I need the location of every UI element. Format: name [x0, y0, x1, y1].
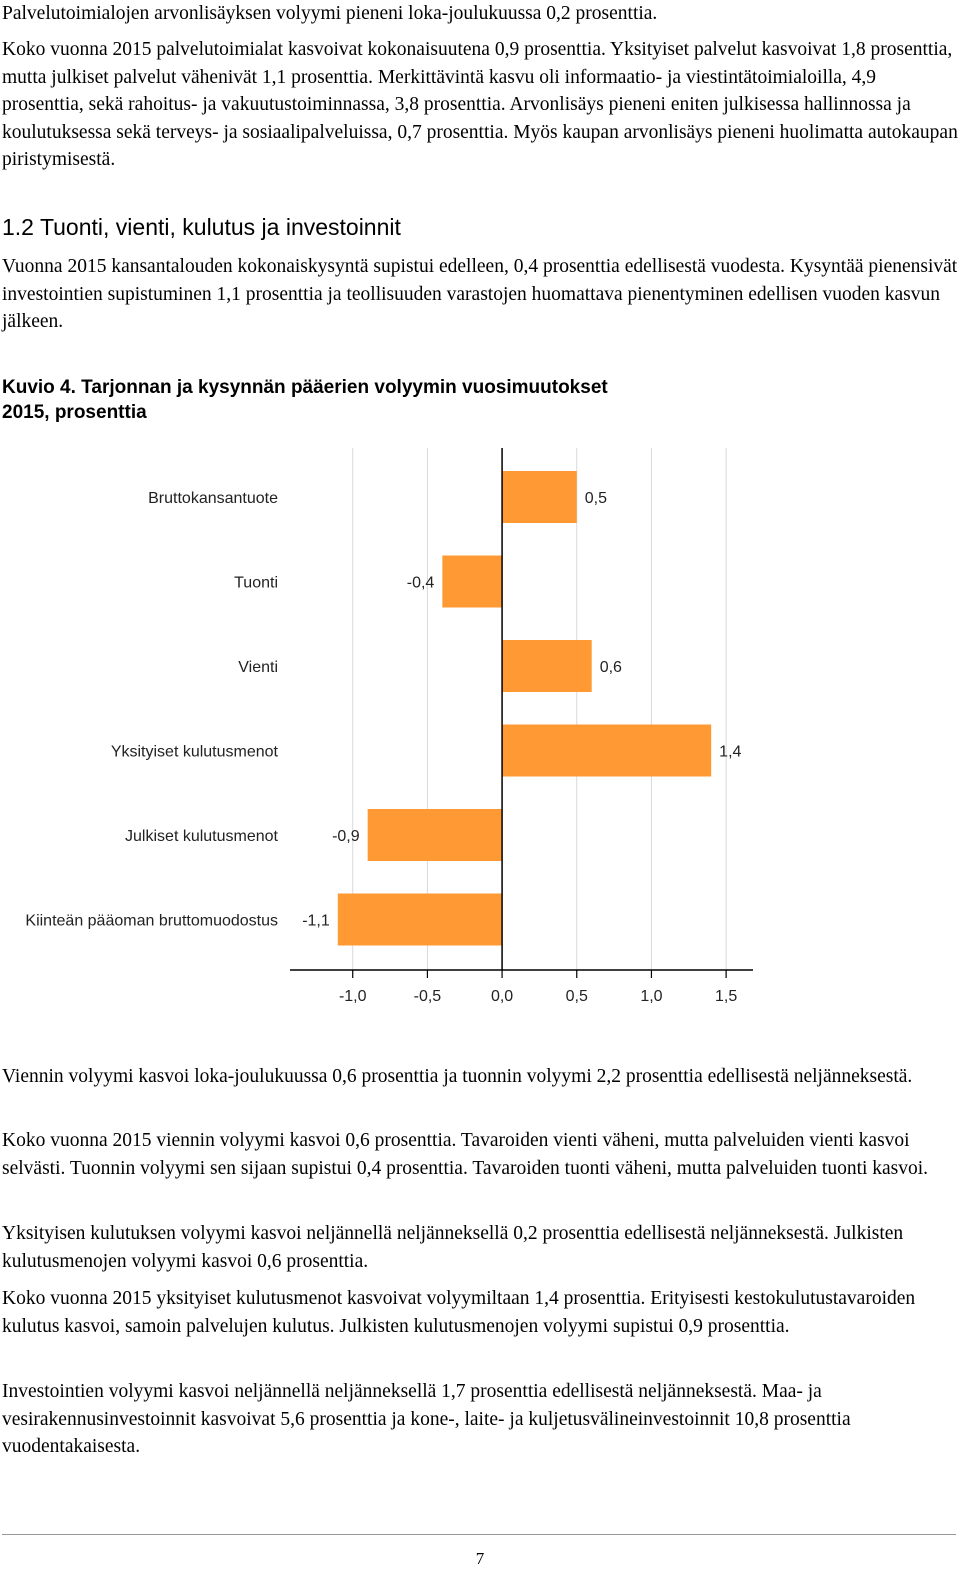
category-label: Vienti [238, 659, 278, 676]
category-label: Bruttokansantuote [148, 490, 278, 507]
footer-divider [2, 1534, 956, 1535]
section-heading: 1.2 Tuonti, vienti, kulutus ja investoinnit [2, 214, 401, 240]
data-label: -0,4 [406, 574, 435, 592]
paragraph: Koko vuonna 2015 yksityiset kulutusmenot kasvoivat volyymiltaan 1,4 prosenttia. Erityisesti kestokulutustavaroiden kulutus kasvoi, samoin palvelujen kulutus. Julkisten kulutusmenojen volyymi supistui 0,9 prosenttia. [2, 1288, 916, 1337]
bar [338, 894, 502, 946]
bar-chart [0, 440, 960, 1020]
figure-title [2, 375, 702, 425]
category-label: Tuonti [234, 574, 278, 592]
x-tick-label: -0,5 [413, 988, 442, 1005]
x-tick-label: 0,5 [565, 988, 588, 1005]
paragraph: Koko vuonna 2015 palvelutoimialat kasvoivat kokonaisuutena 0,9 prosenttia. Yksityiset palvelut kasvoivat 1,8 prosenttia, mutta julkiset palvelut vähenivät 1,1 prosenttia. Merkittävintä kasvu oli informaatio- ja viestintätoimialoilla, 4,9 prosenttia, sekä rahoitus- ja vakuutustoiminnassa, 3,8 prosenttia. Arvonlisäys pieneni eniten julkisessa hallinnossa ja koulutuksessa sekä terveys- ja sosiaalipalveluissa, 0,7 prosenttia. Myös kaupan arvonlisäys pieneni huolimatta autokaupan piristymisestä. [2, 39, 958, 170]
bar [502, 725, 711, 777]
x-tick-label: 1,0 [640, 988, 663, 1005]
category-label: Julkiset kulutusmenot [125, 828, 278, 845]
paragraph: Vuonna 2015 kansantalouden kokonaiskysyntä supistui edelleen, 0,4 prosenttia edellisestä vuodesta. Kysyntää pienensivät investointien supistuminen 1,1 prosenttia ja teollisuuden varastojen huomattava pienentyminen edellisen vuoden kasvun jälkeen. [2, 256, 958, 332]
bar [502, 471, 577, 523]
x-tick-label: -1,0 [338, 988, 367, 1005]
category-label: Yksityiset kulutusmenot [110, 743, 278, 761]
bar [442, 556, 502, 608]
paragraph: Yksityisen kulutuksen volyymi kasvoi neljännellä neljänneksellä 0,2 prosenttia edellisestä neljänneksestä. Julkisten kulutusmenojen volyymi kasvoi 0,6 prosenttia. [2, 1223, 904, 1272]
paragraph: Viennin volyymi kasvoi loka-joulukuussa 0,6 prosenttia ja tuonnin volyymi 2,2 prosenttia edellisestä neljänneksestä. [2, 1066, 913, 1087]
figure-title-line: 2015, prosenttia [2, 402, 147, 423]
data-label: 0,6 [599, 659, 622, 676]
bar [368, 809, 502, 861]
data-label: 1,4 [719, 743, 742, 761]
paragraph: Koko vuonna 2015 viennin volyymi kasvoi 0,6 prosenttia. Tavaroiden vienti väheni, mutta palveluiden vienti kasvoi selvästi. Tuonnin volyymi sen sijaan supistui 0,4 prosenttia. Tavaroiden tuonti väheni, mutta palveluiden tuonti kasvoi. [2, 1130, 929, 1179]
data-label: -1,1 [302, 912, 330, 930]
bar [502, 640, 592, 692]
x-tick-label: 0,0 [490, 988, 514, 1005]
page-number: 7 [475, 1549, 485, 1568]
paragraph: Investointien volyymi kasvoi neljännellä neljänneksellä 1,7 prosenttia edellisestä neljänneksestä. Maa- ja vesirakennusinvestoinnit kasvoivat 5,6 prosenttia ja kone-, laite- ja kuljetusvälineinvestoinnit 10,8 prosenttia vuodentakaisesta. [2, 1381, 851, 1457]
figure-title-line: Kuvio 4. Tarjonnan ja kysynnän pääerien volyymin vuosimuutokset [2, 377, 608, 398]
x-tick-label: 1,5 [714, 988, 738, 1005]
data-label: -0,9 [332, 828, 360, 845]
chart-svg [0, 440, 960, 1020]
data-label: 0,5 [584, 490, 608, 507]
paragraph: Palvelutoimialojen arvonlisäyksen volyymi pieneni loka-joulukuussa 0,2 prosenttia. [2, 3, 658, 24]
category-label: Kiinteän pääoman bruttomuodostus [25, 912, 278, 930]
